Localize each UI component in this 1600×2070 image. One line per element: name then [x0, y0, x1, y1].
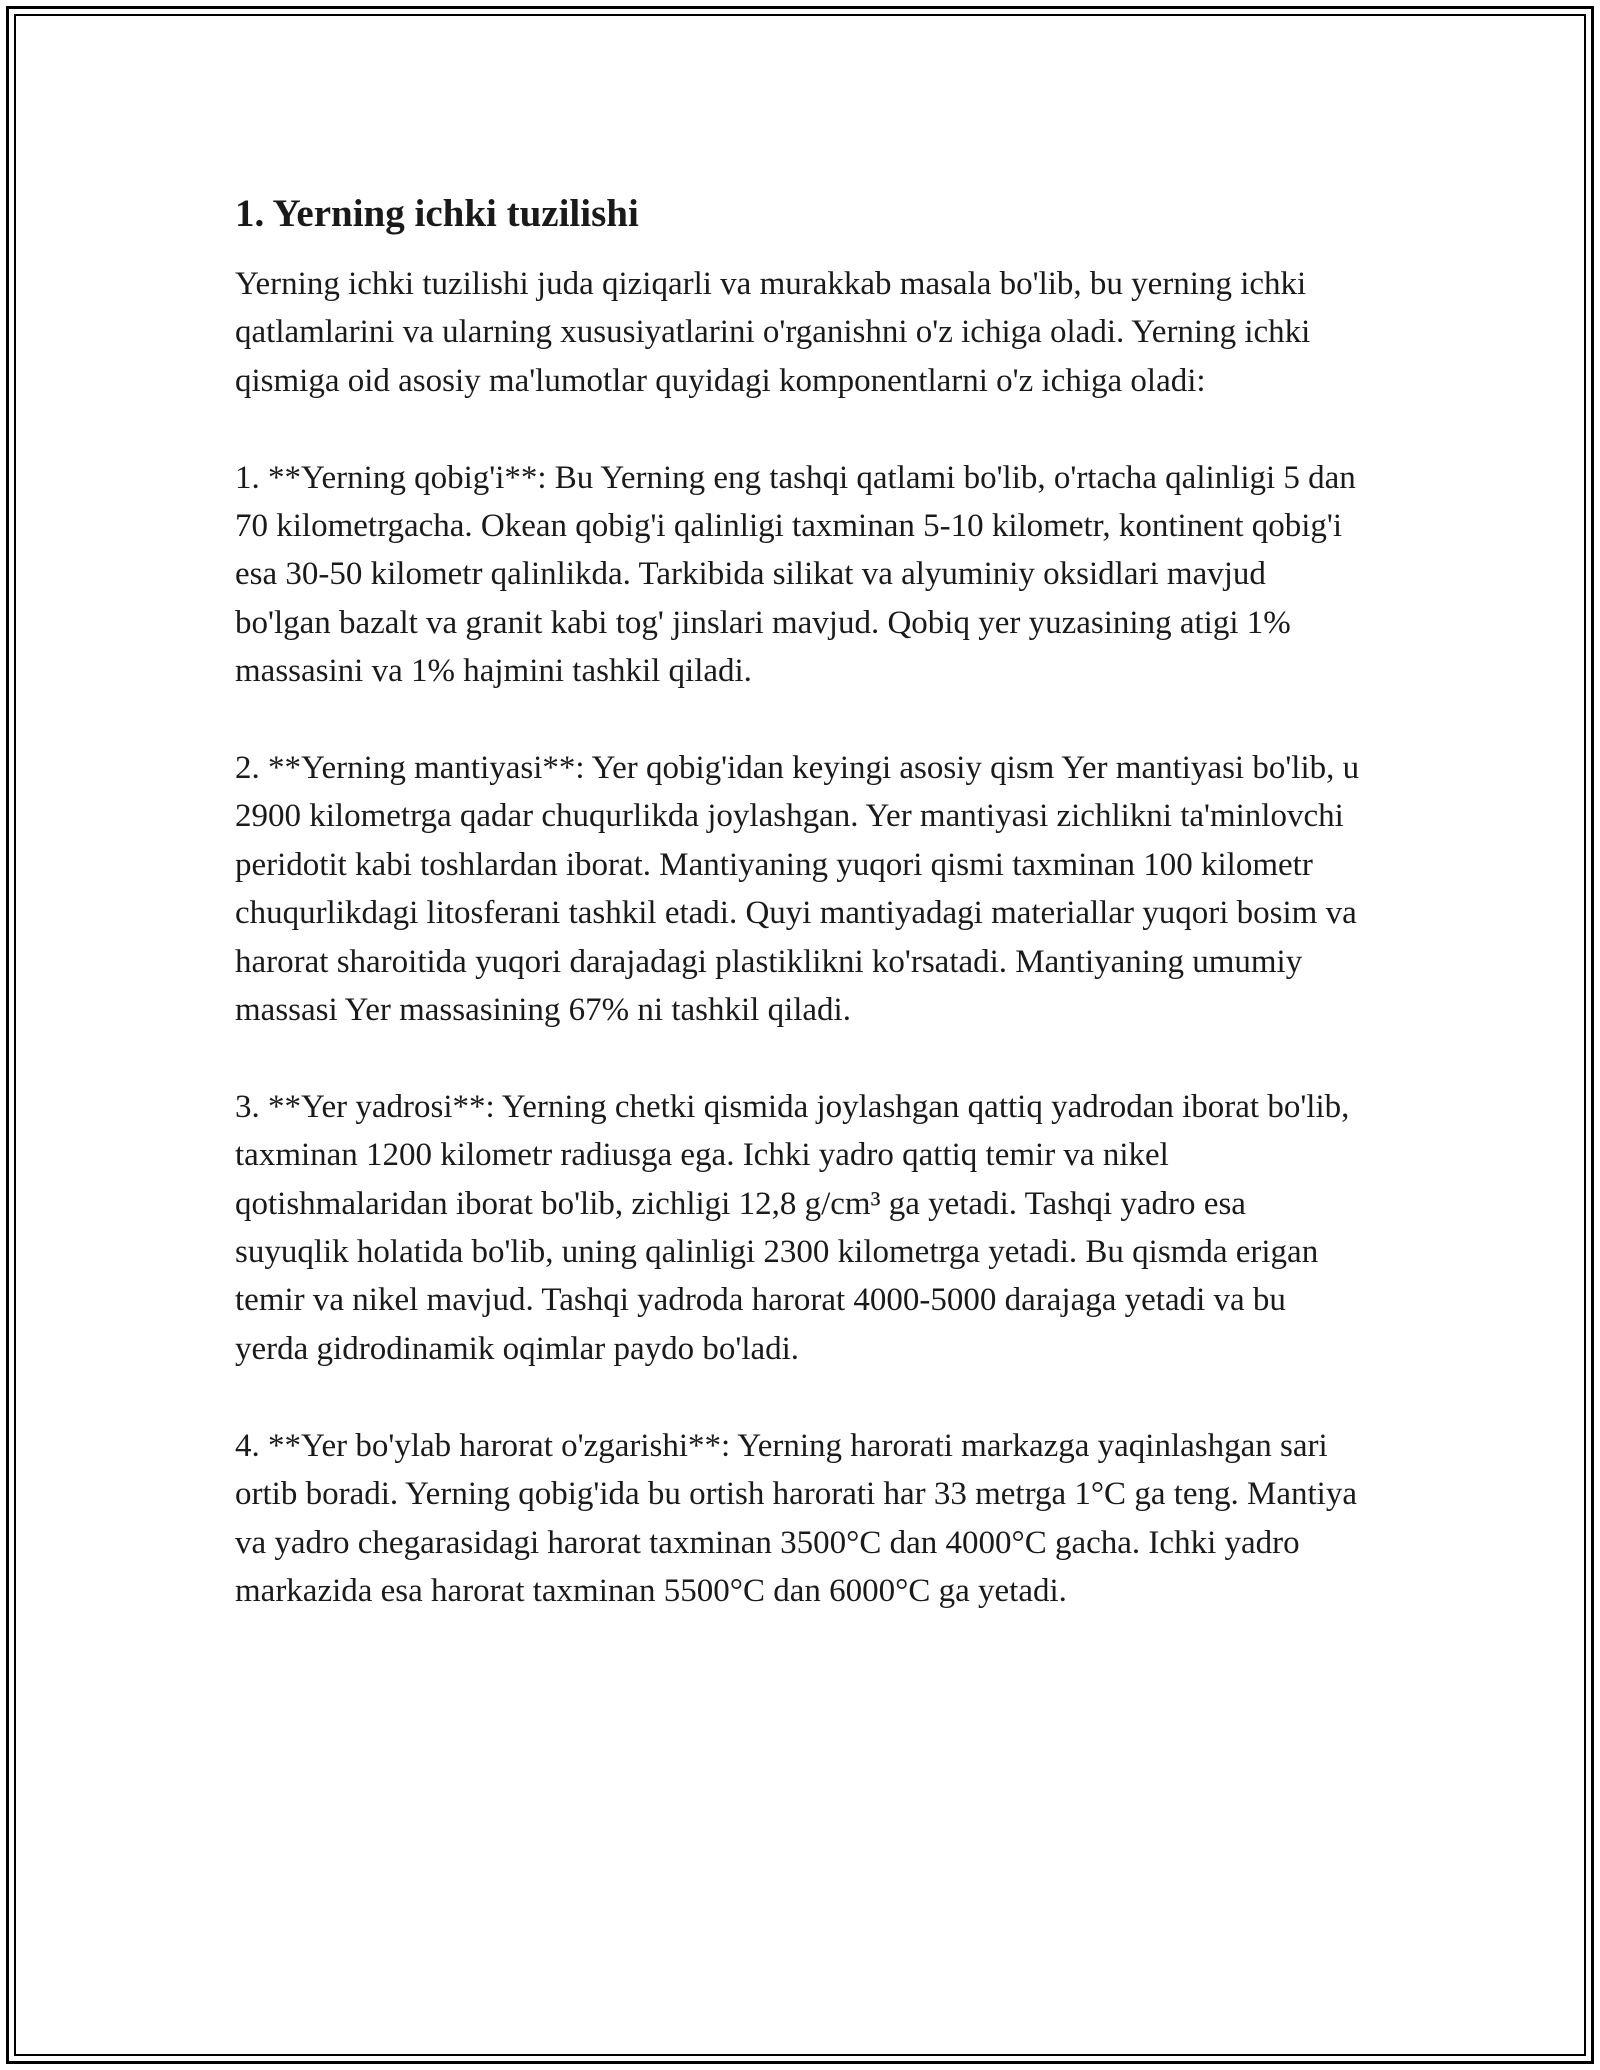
paragraph-core: 3. **Yer yadrosi**: Yerning chetki qismida joylashgan qattiq yadrodan iborat bo'lib, taxminan 1200 kilometr radiusga ega. Ichki yadro qattiq temir va nikel qotishmalaridan iborat bo'lib, zichligi 12,8 g/cm³ ga yetadi. Tashqi yadro esa suyuqlik holatida bo'lib, uning qalinligi 2300 kilometrga yetadi. Bu qismda erigan temir va nikel mavjud. Tashqi yadroda harorat 4000-5000 darajaga yetadi va bu yerda gidrodinamik oqimlar paydo bo'ladi.	[235, 1088, 1350, 1367]
paragraph-mantle: 2. **Yerning mantiyasi**: Yer qobig'idan keyingi asosiy qism Yer mantiyasi bo'lib, u 2900 kilometrga qadar chuqurlikda joylashgan. Yer mantiyasi zichlikni ta'minlovchi peridotit kabi toshlardan iborat. Mantiyaning yuqori qismi taxminan 100 kilometr chuqurlikdagi litosferani tashkil etadi. Quyi mantiyadagi materiallar yuqori bosim va harorat sharoitida yuqori darajadagi plastiklikni ko'rsatadi. Mantiyaning umumiy massasi Yer massasining 67% ni tashkil qiladi.	[235, 750, 1360, 1029]
section-title: 1. Yerning ichki tuzilishi	[235, 192, 639, 235]
document-body	[235, 188, 1360, 1615]
intro-paragraph: Yerning ichki tuzilishi juda qiziqarli va murakkab masala bo'lib, bu yerning ichki qatlamlarini va ularning xususiyatlarini o'rganishni o'z ichiga oladi. Yerning ichki qismiga oid asosiy ma'lumotlar quyidagi komponentlarni o'z ichiga oladi:	[235, 266, 1311, 399]
paragraph-temperature: 4. **Yer bo'ylab harorat o'zgarishi**: Yerning harorati markazga yaqinlashgan sari ortib boradi. Yerning qobig'ida bu ortish harorati har 33 metrga 1°C ga teng. Mantiya va yadro chegarasidagi harorat taxminan 3500°C dan 4000°C gacha. Ichki yadro markazida esa harorat taxminan 5500°C dan 6000°C ga yetadi.	[235, 1427, 1357, 1609]
paragraph-crust: 1. **Yerning qobig'i**: Bu Yerning eng tashqi qatlami bo'lib, o'rtacha qalinligi 5 dan 70 kilometrgacha. Okean qobig'i qalinligi taxminan 5-10 kilometr, kontinent qobig'i esa 30-50 kilometr qalinlikda. Tarkibida silikat va alyuminiy oksidlari mavjud bo'lgan bazalt va granit kabi tog' jinslari mavjud. Qobiq yer yuzasining atigi 1% massasini va 1% hajmini tashkil qiladi.	[235, 459, 1356, 690]
